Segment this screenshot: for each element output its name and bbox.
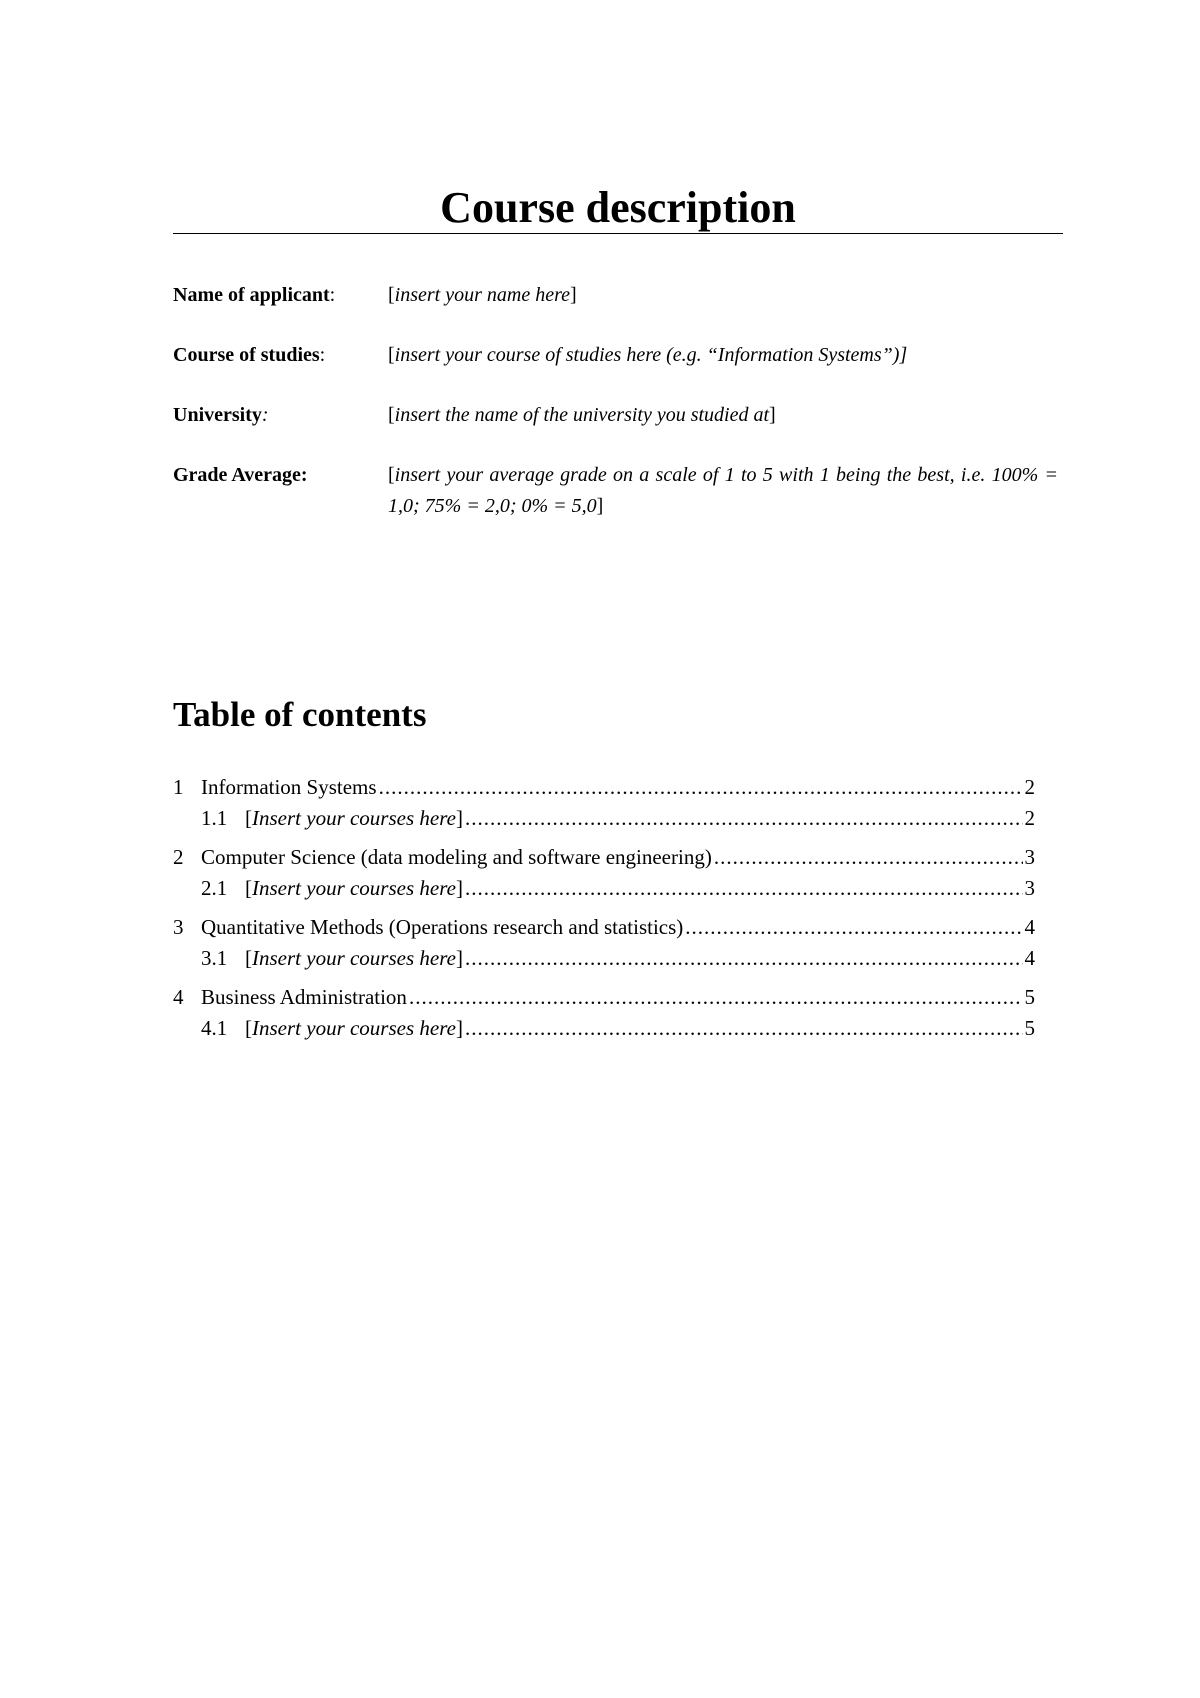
toc-subentry[interactable] <box>173 803 1035 833</box>
toc-entry-number: 3 <box>173 915 184 939</box>
toc-page-number: 2 <box>1024 775 1035 799</box>
toc-dot-leader <box>409 982 1023 1012</box>
toc-entry[interactable] <box>173 842 1035 872</box>
field-label: Name of applicant: <box>173 284 336 306</box>
toc-entry-number: 1 <box>173 775 184 799</box>
toc-page-number: 2 <box>1024 806 1035 830</box>
toc-page-number: 5 <box>1024 985 1035 1009</box>
toc-dot-leader <box>714 842 1023 872</box>
field-value-placeholder[interactable]: [insert your average grade on a scale of 1 to 5 with 1 being the best, i.e. 100% = 1,0; 75% = 2,0; 0% = 5,0] <box>388 464 1058 517</box>
toc-subentry[interactable] <box>173 873 1035 903</box>
toc-subentry[interactable] <box>173 1013 1035 1043</box>
toc-entry-title: [Insert your courses here] <box>245 946 463 970</box>
toc-dot-leader <box>465 803 1023 833</box>
toc-entry-title: Business Administration <box>201 985 407 1009</box>
field-value-placeholder[interactable]: [insert the name of the university you studied at] <box>388 404 776 426</box>
toc-dot-leader <box>465 873 1023 903</box>
toc-entry-number: 4 <box>173 985 184 1009</box>
toc-dot-leader <box>685 912 1022 942</box>
toc-entry[interactable] <box>173 912 1035 942</box>
toc-dot-leader <box>379 772 1023 802</box>
toc-entry-number: 2.1 <box>201 876 228 900</box>
toc-page-number: 4 <box>1024 946 1035 970</box>
toc-page-number: 4 <box>1024 915 1035 939</box>
toc-entry-title: [Insert your courses here] <box>245 1016 463 1040</box>
toc-entry[interactable] <box>173 982 1035 1012</box>
toc-page-number: 3 <box>1024 876 1035 900</box>
document-title: Course description <box>440 183 796 232</box>
toc-entry-number: 4.1 <box>201 1016 228 1040</box>
toc-heading: Table of contents <box>173 695 427 734</box>
toc-dot-leader <box>465 1013 1023 1043</box>
title-underline <box>173 233 1063 234</box>
toc-entry-title: [Insert your courses here] <box>245 876 463 900</box>
field-label: Grade Average: <box>173 464 308 486</box>
toc-page-number: 3 <box>1024 845 1035 869</box>
field-label: Course of studies: <box>173 344 326 366</box>
toc-entry-number: 3.1 <box>201 946 228 970</box>
toc-page-number: 5 <box>1024 1016 1035 1040</box>
toc-entry[interactable] <box>173 772 1035 802</box>
field-value-placeholder[interactable]: [insert your name here] <box>388 284 577 306</box>
toc-subentry[interactable] <box>173 943 1035 973</box>
toc-entry-title: Quantitative Methods (Operations research and statistics) <box>201 915 684 939</box>
toc-entry-number: 1.1 <box>201 806 228 830</box>
toc-entry-title: [Insert your courses here] <box>245 806 463 830</box>
field-label: University: <box>173 404 269 426</box>
field-value-placeholder[interactable]: [insert your course of studies here (e.g. “Information Systems”)] <box>388 344 908 366</box>
toc-entry-title: Computer Science (data modeling and software engineering) <box>201 845 712 869</box>
toc-entry-title: Information Systems <box>201 775 377 799</box>
toc-entry-number: 2 <box>173 845 184 869</box>
toc-dot-leader <box>465 943 1023 973</box>
